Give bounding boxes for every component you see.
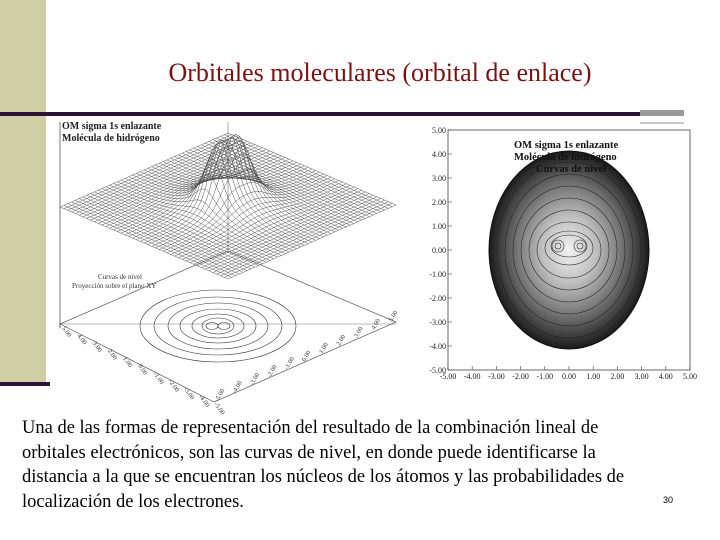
surface-mesh-line <box>178 184 346 258</box>
y-tick-label: 0.00 <box>432 246 446 255</box>
right-axis-tick-label: 1.00 <box>318 341 330 355</box>
left-axis-tick-label: -4.00 <box>197 393 211 409</box>
surface-mesh-line <box>114 156 282 230</box>
x-tick-label: -5.00 <box>439 372 457 381</box>
page-number: 30 <box>663 495 674 505</box>
surface-mesh-line <box>224 203 392 277</box>
surface-mesh-line <box>133 159 301 238</box>
y-tick-label: 2.00 <box>432 198 446 207</box>
right-axis-tick-label: -5.00 <box>213 387 227 403</box>
surface-mesh-line <box>94 148 262 222</box>
surface-mesh-line <box>87 195 255 267</box>
left-axis-tick-label: 5.00 <box>60 325 73 339</box>
slide-title: Orbitales moleculares (orbital de enlace) <box>168 58 592 87</box>
y-tick-label: 5.00 <box>432 126 446 135</box>
left-axis-tick-label: -5.00 <box>212 401 226 417</box>
orbital-3d-figure <box>50 116 400 417</box>
surface-mesh-line <box>175 157 343 229</box>
left-axis-tick-label: 2.00 <box>105 347 119 362</box>
orbital-contour-figure <box>418 124 697 384</box>
y-tick-label: -3.00 <box>429 318 446 327</box>
body-line-3: distancia a la que se encuentran los núcleos de los átomos y las probabilidades de <box>22 467 625 487</box>
y-tick-label: -1.00 <box>429 270 446 279</box>
x-tick-label: 3.00 <box>634 372 649 381</box>
contour-caption-1: Curvas de nivel <box>98 273 142 281</box>
left-axis-tick-label: 0.00 <box>136 363 149 377</box>
surface-mesh-line <box>217 200 385 274</box>
contour-figure-label-2: Molécula de hidrógeno <box>514 152 617 163</box>
contour-figure-label-1: OM sigma 1s enlazante <box>514 140 619 151</box>
x-tick-label: 5.00 <box>683 372 697 381</box>
x-tick-label: 1.00 <box>586 372 601 381</box>
surface-mesh-line <box>102 189 270 261</box>
y-tick-label: -4.00 <box>429 342 446 351</box>
body-line-2: orbitales electrónicos, son las curvas de nivel, en donde puede identificarse la <box>22 442 596 463</box>
surface-mesh-line <box>64 205 232 277</box>
surface-mesh-line <box>91 194 259 266</box>
title-rule-accent <box>640 110 684 116</box>
surface-mesh-line <box>72 202 240 274</box>
x-tick-label: -4.00 <box>463 372 481 381</box>
surface-mesh-line <box>94 192 262 264</box>
right-axis-tick-label: -2.00 <box>265 363 279 379</box>
left-axis-tick-label: -3.00 <box>181 385 196 402</box>
right-axis-tick-label: 4.00 <box>370 317 383 331</box>
left-axis-tick-label: -2.00 <box>166 378 181 394</box>
x-tick-label: -3.00 <box>488 372 505 381</box>
contour-caption-2: Proyección sobre el plano XY <box>72 282 157 290</box>
x-tick-label: -1.00 <box>536 372 554 381</box>
figure3d-label-2: Molécula de hidrógeno <box>62 133 160 144</box>
right-axis-tick-label: -3.00 <box>248 371 262 387</box>
surface-mesh-line <box>228 205 396 279</box>
body-line-4: localización de los electrones. <box>22 491 244 512</box>
y-tick-label: 3.00 <box>432 174 446 183</box>
surface-mesh-line <box>152 134 320 239</box>
surface-mesh-line <box>60 207 228 279</box>
y-tick-label: -2.00 <box>429 294 446 303</box>
right-axis-tick-label: 2.00 <box>335 333 348 347</box>
surface-mesh-line <box>190 189 358 263</box>
right-axis-tick-label: 3.00 <box>352 325 365 339</box>
body-paragraph <box>22 416 682 514</box>
surface-mesh-line <box>220 202 388 276</box>
contour-figure-label-3: Curvas de nivel <box>536 164 607 175</box>
right-axis-tick-label: -1.00 <box>283 355 297 371</box>
figure3d-label-1: OM sigma 1s enlazante <box>62 121 162 132</box>
y-tick-label: -5.00 <box>429 366 446 375</box>
y-tick-label: 1.00 <box>432 222 446 231</box>
x-tick-label: 4.00 <box>658 372 673 381</box>
surface-mesh-line <box>152 154 320 246</box>
surface-mesh-line <box>209 197 377 271</box>
x-tick-label: -2.00 <box>512 372 529 381</box>
surface-mesh-line <box>110 185 278 257</box>
body-line-1: Una de las formas de representación del resultado de la combinación lineal de <box>22 418 599 438</box>
left-axis-tick-label: 1.00 <box>121 355 134 369</box>
surface-mesh-line <box>91 146 259 220</box>
left-axis-tick-label: 4.00 <box>75 332 88 347</box>
x-tick-label: 2.00 <box>610 372 625 381</box>
surface-mesh-line <box>75 200 243 272</box>
surface-mesh-line <box>121 180 289 252</box>
left-accent-band <box>0 0 46 386</box>
right-axis-tick-label: 0.00 <box>300 349 313 363</box>
y-tick-label: 4.00 <box>432 150 446 159</box>
right-axis-tick-label: 5.00 <box>387 309 400 323</box>
left-axis-tick-label: -1.00 <box>151 370 166 386</box>
surface-mesh-line <box>178 155 346 227</box>
left-axis-tick-label: 3.00 <box>90 340 104 354</box>
x-tick-label: 0.00 <box>562 372 576 381</box>
right-axis-tick-label: -4.00 <box>231 379 244 395</box>
surface-mesh-line <box>198 192 366 266</box>
